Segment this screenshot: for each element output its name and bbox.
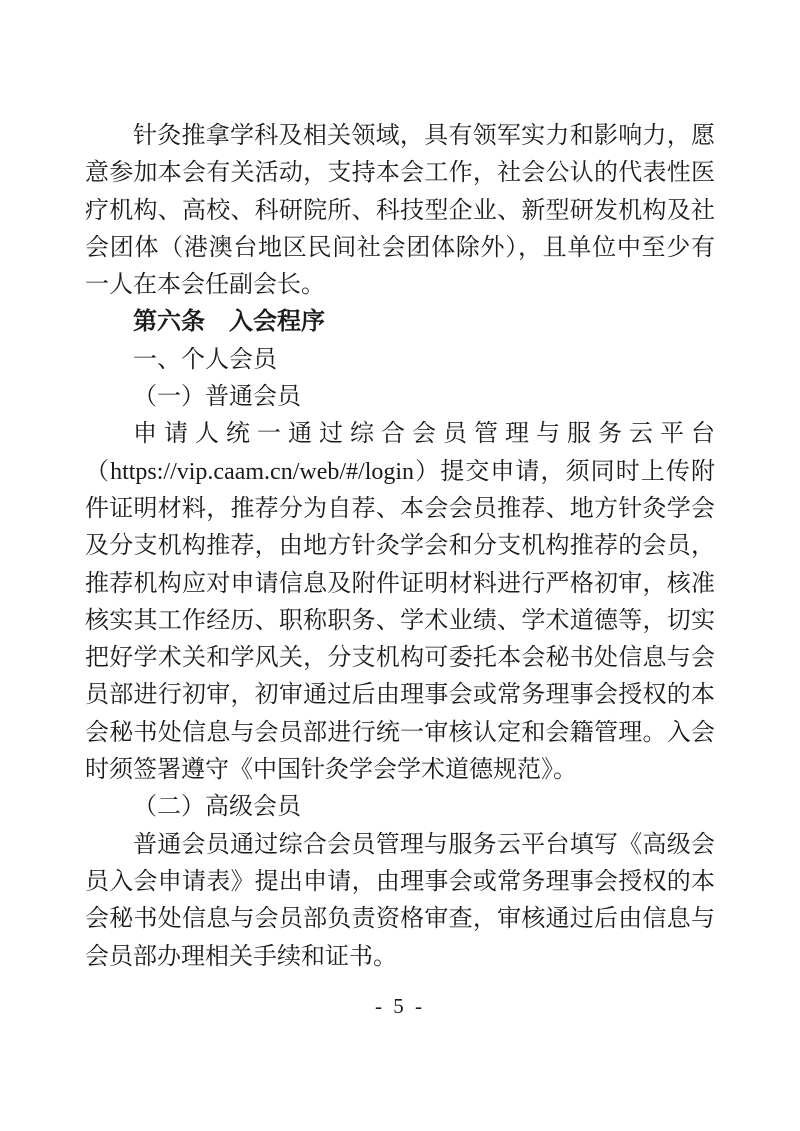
subheading-senior-members: （二）高级会员 [133, 794, 301, 821]
document-body [85, 118, 715, 976]
page-number: - 5 - [375, 994, 425, 1018]
heading-article-6-admission-procedure: 第六条 入会程序 [133, 309, 325, 336]
subheading-individual-members: 一、个人会员 [133, 346, 277, 373]
paragraph-membership-criteria: 针灸推拿学科及相关领域，具有领军实力和影响力，愿意参加本会有关活动，支持本会工作，社会公认的代表性医疗机构、高校、科研院所、科技型企业、新型研发机构及社会团体（港澳台地区民间社会团体除外），且单位中至少有一人在本会任副会长。 [85, 123, 715, 299]
paragraph-ordinary-member-application: 申请人统一通过综合会员管理与服务云平台（https://vip.caam.cn/web/#/login）提交申请，须同时上传附件证明材料，推荐分为自荐、本会会员推荐、地方针灸学会及分支机构推荐，由地方针灸学会和分支机构推荐的会员，推荐机构应对申请信息及附件证明材料进行严格初审，核准核实其工作经历、职称职务、学术业绩、学术道德等，切实把好学术关和学风关，分支机构可委托本会秘书处信息与会员部进行初审，初审通过后由理事会或常务理事会授权的本会秘书处信息与会员部进行统一审核认定和会籍管理。入会时须签署遵守《中国针灸学会学术道德规范》。 [85, 421, 715, 784]
subheading-ordinary-members: （一）普通会员 [133, 384, 301, 411]
paragraph-senior-member-application: 普通会员通过综合会员管理与服务云平台填写《高级会员入会申请表》提出申请，由理事会或常务理事会授权的本会秘书处信息与会员部负责资格审查，审核通过后由信息与会员部办理相关手续和证书。 [85, 831, 715, 970]
